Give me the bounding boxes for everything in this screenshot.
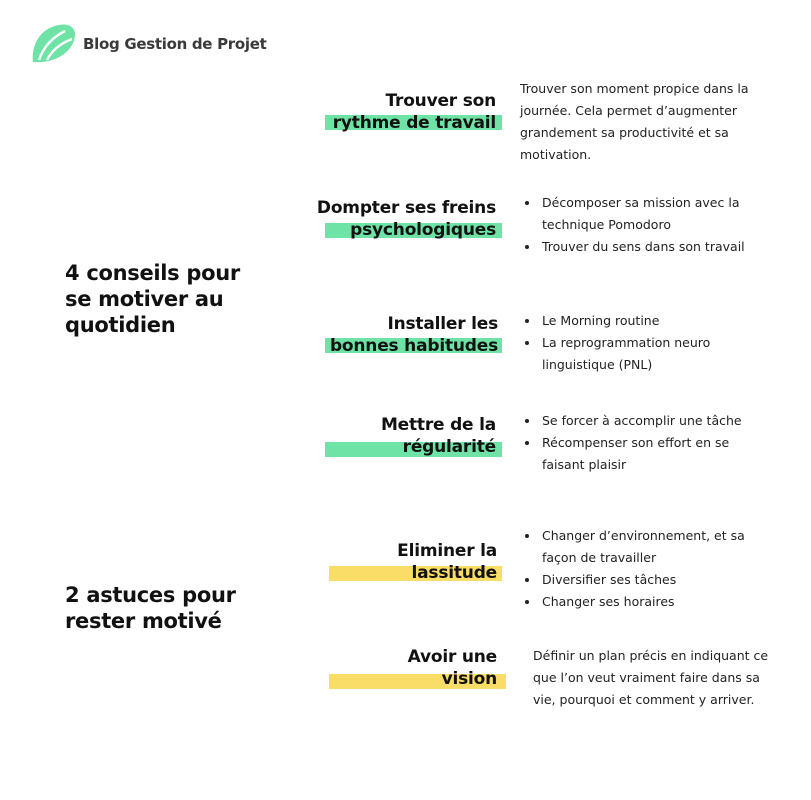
brand-logo [29, 22, 267, 66]
section-title-line: 2 astuces pour [65, 583, 236, 607]
leaf-logo-icon [29, 22, 77, 66]
tip-bullets [522, 410, 752, 476]
tip-description [520, 78, 760, 166]
section-title-astuces [65, 582, 236, 634]
tip-title-line1: Dompter ses freins [316, 198, 496, 218]
tip-title-line1: Eliminer la [397, 541, 497, 561]
tip-bullets [522, 525, 752, 613]
tip-description [533, 645, 773, 711]
tip-title-line1: Avoir une [407, 647, 497, 667]
tip-title-line2: régularité [402, 437, 496, 457]
tip-title-line1: Trouver son [385, 91, 496, 111]
tip-title-line2: lassitude [411, 563, 497, 583]
section-title-line: se motiver au [65, 287, 224, 311]
tip-title-line2: rythme de travail [332, 113, 496, 133]
section-title-line: quotidien [65, 313, 176, 337]
tip-title [0, 313, 498, 357]
tip-title-line2: psychologiques [350, 220, 496, 240]
list-item: • Décomposer sa mission avec la technique Pomodoro [540, 192, 752, 236]
section-title-line: rester motivé [65, 609, 222, 633]
list-item: • Changer ses horaires [540, 591, 752, 613]
list-item: • Récompenser son effort en se faisant plaisir [540, 432, 752, 476]
list-item: • Changer d’environnement, et sa façon de travailler [540, 525, 752, 569]
tip-title-line1: Mettre de la [380, 415, 496, 435]
list-item: • Diversifier ses tâches [540, 569, 752, 591]
tip-title [0, 90, 496, 134]
tip-bullets [522, 192, 752, 258]
tip-title-line1: Installer les [387, 314, 498, 334]
tip-title [0, 414, 496, 458]
list-item: • Se forcer à accomplir une tâche [540, 410, 752, 432]
list-item: • La reprogrammation neuro linguistique (PNL) [540, 332, 752, 376]
tip-title-line2: vision [441, 669, 497, 689]
tip-title [0, 646, 497, 690]
tip-title [0, 197, 496, 241]
tip-bullets [522, 310, 752, 376]
list-item: • Le Morning routine [540, 310, 752, 332]
brand-name: Blog Gestion de Projet [83, 35, 267, 53]
section-title-line: 4 conseils pour [65, 261, 240, 285]
list-item: • Trouver du sens dans son travail [540, 236, 752, 258]
tip-text: Trouver son moment propice dans la journée. Cela permet d’augmenter grandement sa productivité et sa motivation. [520, 81, 749, 162]
tip-text: Définir un plan précis en indiquant ce que l’on veut vraiment faire dans sa vie, pourquoi et comment y arriver. [533, 648, 769, 707]
tip-title [0, 540, 497, 584]
tip-title-line2: bonnes habitudes [329, 336, 498, 356]
